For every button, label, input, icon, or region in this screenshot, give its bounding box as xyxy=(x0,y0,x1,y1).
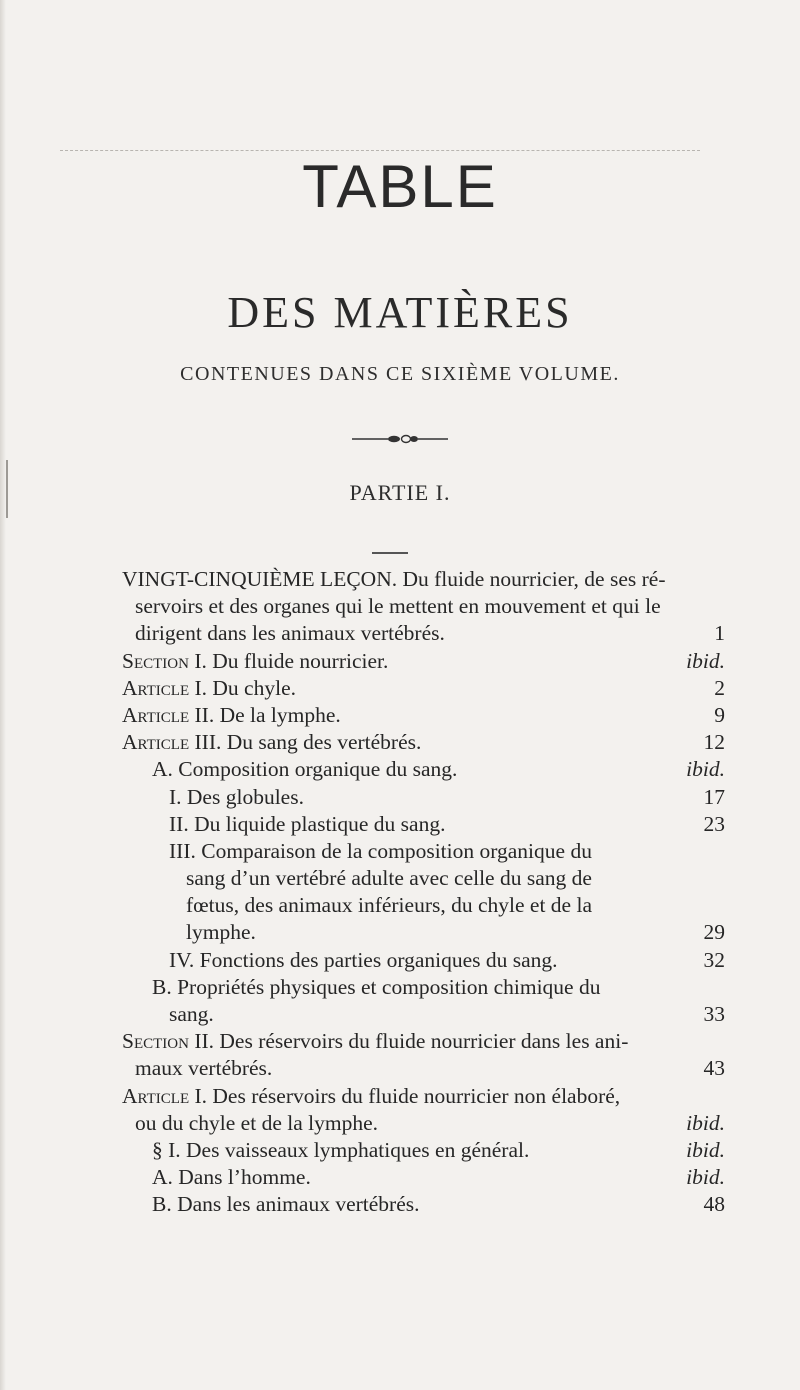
toc-entry xyxy=(0,756,800,783)
toc-page-number: ibid. xyxy=(686,648,725,673)
toc-entry-title: servoirs et des organes qui le mettent en mouvement et qui le xyxy=(135,594,661,619)
page-subtitle: DES MATIÈRES xyxy=(227,288,573,337)
toc-page-number: ibid. xyxy=(686,1110,725,1135)
toc-page-number: 12 xyxy=(703,730,725,755)
toc-page-number: 23 xyxy=(703,811,725,836)
toc-entry xyxy=(0,566,800,593)
toc-entry xyxy=(0,729,800,756)
toc-entry xyxy=(0,1001,800,1028)
toc-entry-title: I. Des réservoirs du fluide nourricier non élaboré, xyxy=(189,1083,621,1108)
toc-entry-title: II. De la lymphe. xyxy=(189,702,341,727)
toc-entry xyxy=(0,865,800,892)
toc-entry xyxy=(0,919,800,946)
toc-entry xyxy=(0,974,800,1001)
toc-entry-text xyxy=(122,729,421,756)
toc-entry xyxy=(0,1110,800,1137)
toc-page-number: ibid. xyxy=(686,1137,725,1162)
toc-entry-text xyxy=(135,620,445,647)
toc-entry-title: III. Comparaison de la composition organique du xyxy=(169,838,592,863)
toc-entry-title: II. Du liquide plastique du sang. xyxy=(169,811,446,836)
toc-entry-text xyxy=(169,1001,214,1028)
toc-page-number: 1 xyxy=(714,621,725,646)
toc-page-number: 32 xyxy=(703,947,725,972)
table-of-contents xyxy=(0,566,800,1219)
toc-entry xyxy=(0,892,800,919)
toc-page-number: 29 xyxy=(703,920,725,945)
toc-entry-title: A. Composition organique du sang. xyxy=(152,757,458,782)
toc-entry-title: A. Dans l’homme. xyxy=(152,1165,311,1190)
toc-entry-label: Section xyxy=(122,648,189,673)
page-title: TABLE xyxy=(302,153,498,220)
toc-entry-text xyxy=(186,865,592,892)
toc-entry xyxy=(0,593,800,620)
toc-entry-text xyxy=(186,919,256,946)
toc-entry-text xyxy=(135,1055,272,1082)
toc-entry-text xyxy=(122,702,341,729)
toc-page-number: 33 xyxy=(703,1002,725,1026)
toc-entry-title: I. Du fluide nourricier. xyxy=(188,648,389,673)
toc-entry-text xyxy=(122,648,388,675)
toc-entry xyxy=(0,1191,800,1218)
toc-entry-text xyxy=(169,784,304,811)
toc-page-number: 43 xyxy=(703,1056,725,1081)
volume-caption: CONTENUES DANS CE SIXIÈME VOLUME. xyxy=(180,363,620,385)
toc-page-number: 17 xyxy=(703,784,725,809)
toc-entry-title: fœtus, des animaux inférieurs, du chyle et de la xyxy=(186,893,592,918)
toc-entry-text xyxy=(122,675,296,702)
toc-entry-label: Section xyxy=(122,1029,189,1054)
toc-entry-title: sang. xyxy=(169,1002,214,1026)
ornament-divider xyxy=(350,433,450,445)
toc-entry-title: VINGT-CINQUIÈME LEÇON. Du fluide nourricier, de ses ré- xyxy=(122,567,666,591)
toc-entry xyxy=(0,1055,800,1082)
toc-entry-text xyxy=(152,1164,311,1191)
toc-page-number: 9 xyxy=(714,702,725,727)
toc-entry-title: III. Du sang des vertébrés. xyxy=(189,730,422,755)
toc-page-number: 48 xyxy=(703,1192,725,1217)
toc-entry-title: lymphe. xyxy=(186,920,256,945)
toc-entry xyxy=(0,1028,800,1055)
toc-entry-label: Article xyxy=(122,702,190,727)
toc-entry-title: maux vertébrés. xyxy=(135,1056,273,1081)
toc-entry-label: Article xyxy=(122,730,190,755)
toc-entry-title: B. Dans les animaux vertébrés. xyxy=(152,1192,420,1217)
toc-page-number: ibid. xyxy=(686,757,725,782)
toc-entry-title: IV. Fonctions des parties organiques du sang. xyxy=(169,947,558,972)
toc-entry xyxy=(0,1137,800,1164)
toc-entry xyxy=(0,675,800,702)
toc-entry xyxy=(0,811,800,838)
toc-entry-text xyxy=(186,892,592,919)
toc-entry-title: B. Propriétés physiques et composition chimique du xyxy=(152,974,601,999)
toc-page-number: 2 xyxy=(714,675,725,700)
toc-entry-title: ou du chyle et de la lymphe. xyxy=(135,1110,378,1135)
toc-entry-text xyxy=(152,974,600,1001)
toc-entry-text xyxy=(152,1191,419,1218)
toc-entry xyxy=(0,784,800,811)
short-rule xyxy=(372,552,408,554)
toc-entry-title: sang d’un vertébré adulte avec celle du sang de xyxy=(186,866,592,891)
toc-entry-title: I. Du chyle. xyxy=(189,675,296,700)
toc-entry-text xyxy=(122,566,665,593)
toc-entry xyxy=(0,947,800,974)
toc-entry-text xyxy=(152,1137,529,1164)
toc-entry-label: Article xyxy=(122,675,190,700)
part-heading: PARTIE I. xyxy=(349,480,451,505)
toc-entry-label: Article xyxy=(122,1083,190,1108)
toc-entry-text xyxy=(169,947,558,974)
toc-entry xyxy=(0,702,800,729)
toc-entry-text xyxy=(169,838,592,865)
toc-entry-text xyxy=(135,1110,378,1137)
toc-page-number: ibid. xyxy=(686,1165,725,1190)
toc-entry xyxy=(0,620,800,647)
toc-entry-text xyxy=(122,1028,628,1055)
toc-entry xyxy=(0,838,800,865)
toc-entry xyxy=(0,648,800,675)
toc-entry-title: § I. Des vaisseaux lymphatiques en général. xyxy=(152,1137,530,1162)
toc-entry-title: II. Des réservoirs du fluide nourricier dans les ani- xyxy=(188,1029,629,1054)
toc-entry-text xyxy=(152,756,457,783)
toc-entry-text xyxy=(169,811,445,838)
toc-entry xyxy=(0,1164,800,1191)
toc-entry xyxy=(0,1083,800,1110)
toc-entry-text xyxy=(135,593,661,620)
toc-entry-title: dirigent dans les animaux vertébrés. xyxy=(135,621,445,646)
toc-entry-title: I. Des globules. xyxy=(169,784,304,809)
toc-entry-text xyxy=(122,1083,620,1110)
